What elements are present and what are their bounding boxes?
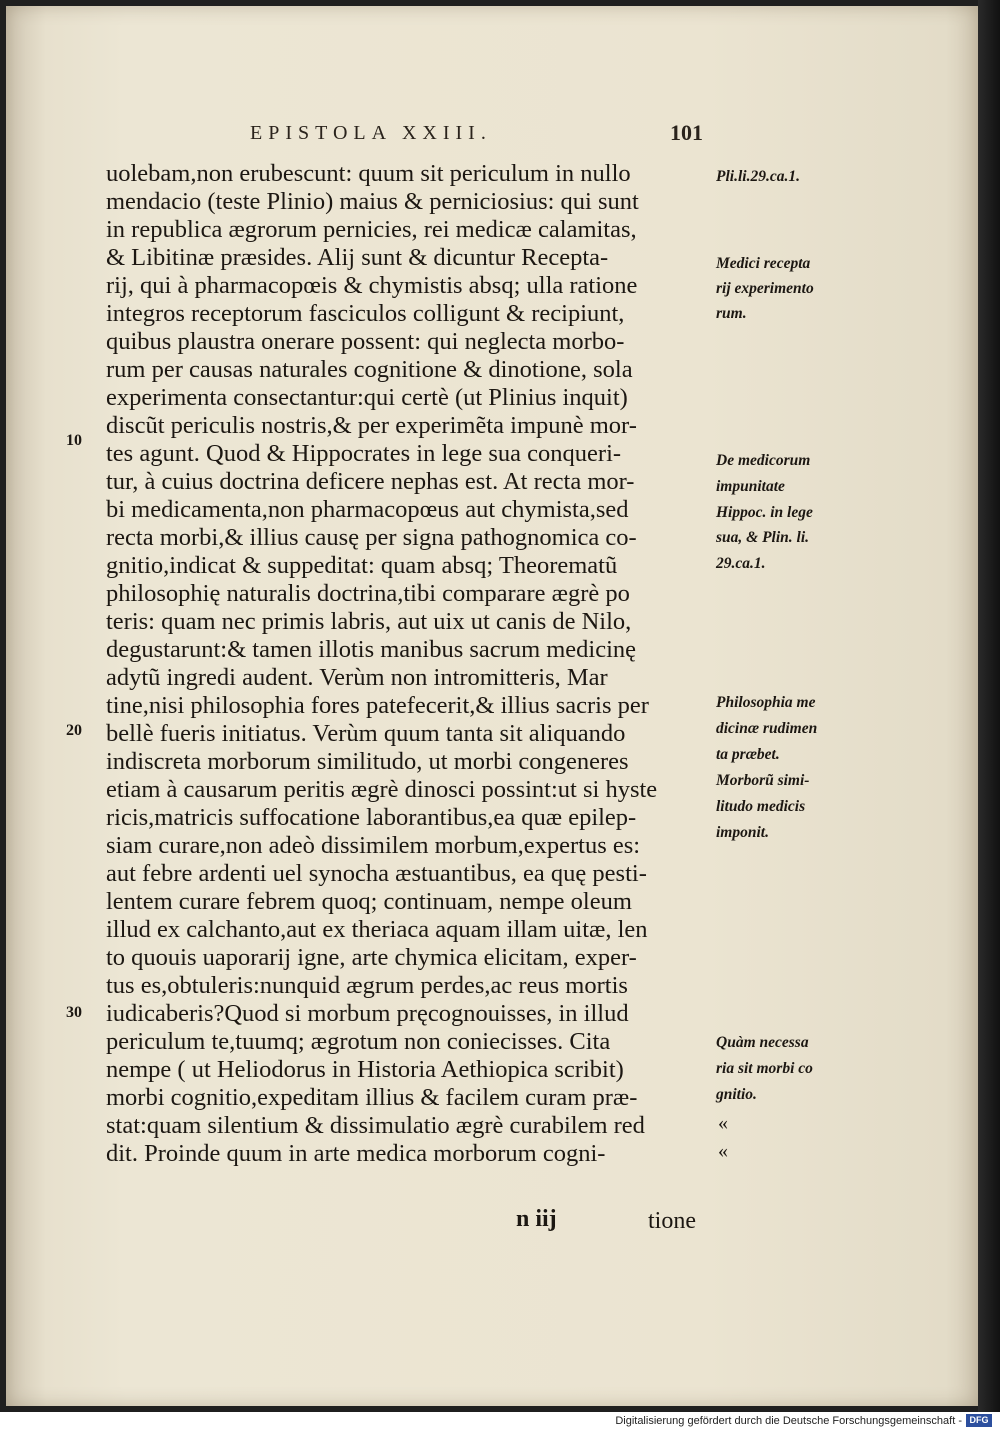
- marginal-note: 29.ca.1.: [716, 555, 766, 572]
- marginal-note: rij experimento: [716, 280, 814, 297]
- text-line: tur, à cuius doctrina deficere nephas est. At recta mor-: [106, 468, 635, 495]
- page-edge: [978, 0, 1000, 1412]
- text-line: tine,nisi philosophia fores patefecerit,& illius sacris per: [106, 692, 649, 719]
- text-line: philosophię naturalis doctrina,tibi comparare ægrè po: [106, 580, 630, 607]
- line-number: 20: [66, 722, 82, 739]
- marginal-note: imponit.: [716, 824, 769, 841]
- text-line: degustarunt:& tamen illotis manibus sacrum medicinę: [106, 636, 637, 663]
- text-line: experimenta consectantur:qui certè (ut Plinius inquit): [106, 384, 628, 411]
- text-line: iudicaberis?Quod si morbum pręcognouisses, in illud: [106, 1000, 629, 1027]
- marginal-note: sua, & Plin. li.: [716, 529, 810, 546]
- text-line: bellè fueris initiatus. Verùm quum tanta sit aliquando: [106, 720, 626, 747]
- text-line: aut febre ardenti uel synocha æstuantibus, ea quę pesti-: [106, 860, 647, 887]
- text-line: stat:quam silentium & dissimulatio ægrè curabilem red: [106, 1112, 645, 1139]
- text-line: siam curare,non adeò dissimilem morbum,expertus es:: [106, 832, 641, 859]
- marginal-note: litudo medicis: [716, 798, 806, 815]
- marginal-note: Philosophia me: [716, 694, 816, 711]
- text-line: & Libitinæ præsides. Alij sunt & dicuntur Recepta-: [106, 244, 609, 271]
- dfg-logo: DFG: [966, 1414, 992, 1427]
- text-line: lentem curare febrem quoq; continuam, nempe oleum: [106, 888, 632, 915]
- quote-mark: «: [718, 1112, 728, 1134]
- marginal-note: rum.: [716, 305, 747, 322]
- text-line: illud ex calchanto,aut ex theriaca aquam illam uitæ, len: [106, 916, 648, 943]
- text-line: mendacio (teste Plinio) maius & perniciosius: qui sunt: [106, 188, 639, 215]
- marginal-note: ta præbet.: [716, 746, 780, 763]
- quote-mark: «: [718, 1140, 728, 1162]
- text-line: discũt periculis nostris,& per experimẽta impunè mor-: [106, 412, 637, 439]
- marginal-note: Quàm necessa: [716, 1034, 809, 1051]
- text-line: morbi cognitio,expeditam illius & facilem curam præ-: [106, 1084, 638, 1111]
- text-line: to quouis uaporarij igne, arte chymica elicitam, exper-: [106, 944, 637, 971]
- text-line: tus es,obtuleris:nunquid ægrum perdes,ac reus mortis: [106, 972, 628, 999]
- text-line: indiscreta morborum similitudo, ut morbi congeneres: [106, 748, 629, 775]
- text-line: integros receptorum fasciculos colligunt & recipiunt,: [106, 300, 625, 327]
- marginal-note: Morborũ simi-: [716, 772, 810, 789]
- page-number: 101: [670, 120, 703, 145]
- line-number: 10: [66, 432, 82, 449]
- signature-mark: n iij: [516, 1206, 557, 1232]
- text-line: in republica ægrorum pernicies, rei medicæ calamitas,: [106, 216, 637, 243]
- marginal-note: gnitio.: [716, 1086, 757, 1103]
- text-line: rum per causas naturales cognitione & dinotione, sola: [106, 356, 633, 383]
- marginal-note: dicinæ rudimen: [716, 720, 818, 737]
- text-line: rij, qui à pharmacopœis & chymistis absq; ulla ratione: [106, 272, 638, 299]
- text-line: nempe ( ut Heliodorus in Historia Aethiopica scribit): [106, 1056, 624, 1083]
- marginal-note: impunitate: [716, 478, 785, 495]
- marginal-note: Medici recepta: [716, 255, 811, 272]
- catchword: tione: [648, 1208, 696, 1234]
- text-line: periculum te,tuumq; ægrotum non coniecisses. Cita: [106, 1028, 611, 1055]
- text-line: teris: quam nec primis labris, aut uix ut canis de Nilo,: [106, 608, 632, 635]
- text-line: dit. Proinde quum in arte medica morborum cogni-: [106, 1140, 606, 1167]
- text-line: bi medicamenta,non pharmacopœus aut chymista,sed: [106, 496, 629, 523]
- text-line: recta morbi,& illius causę per signa pathognomica co-: [106, 524, 637, 551]
- text-line: gnitio,indicat & suppeditat: quam absq; Theorematũ: [106, 552, 618, 579]
- running-head: EPISTOLA XXIII.: [250, 122, 492, 144]
- line-number: 30: [66, 1004, 82, 1021]
- text-line: ricis,matricis suffocatione laborantibus,ea quæ epilep-: [106, 804, 637, 831]
- text-line: quibus plaustra onerare possent: qui neglecta morbo-: [106, 328, 625, 355]
- marginal-note: Hippoc. in lege: [716, 504, 813, 521]
- marginal-note: De medicorum: [716, 452, 811, 469]
- funding-credit: Digitalisierung gefördert durch die Deutsche Forschungsgemeinschaft -: [615, 1415, 962, 1427]
- text-line: adytũ ingredi audent. Verùm non intromitteris, Mar: [106, 664, 608, 691]
- marginal-note: ria sit morbi co: [716, 1060, 813, 1077]
- text-line: uolebam,non erubescunt: quum sit periculum in nullo: [106, 160, 631, 187]
- text-line: tes agunt. Quod & Hippocrates in lege sua conqueri-: [106, 440, 622, 467]
- marginal-note: Pli.li.29.ca.1.: [716, 168, 800, 185]
- text-line: etiam à causarum peritis ægrè dinosci possint:ut si hyste: [106, 776, 658, 803]
